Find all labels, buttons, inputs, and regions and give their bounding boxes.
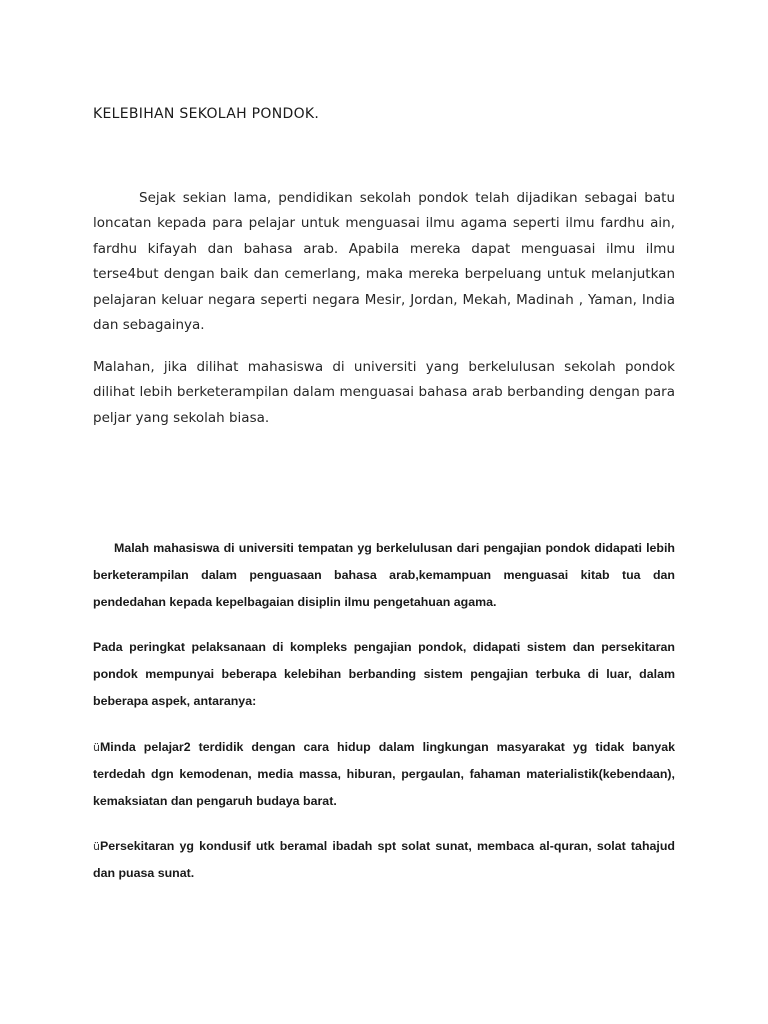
bold-paragraph-pelaksanaan: Pada peringkat pelaksanaan di kompleks pengajian pondok, didapati sistem dan persekitaran pondok mempunyai beberapa kelebihan berbanding sistem pengajian terbuka di luar, dalam beberapa aspek, antaranya: <box>93 640 675 708</box>
bullet-text-persekitaran: Persekitaran yg kondusif utk beramal ibadah spt solat sunat, membaca al-quran, solat tahajud dan puasa sunat. <box>93 839 675 880</box>
bullet-text-minda: Minda pelajar2 terdidik dengan cara hidup dalam lingkungan masyarakat yg tidak banyak terdedah dgn kemodenan, media massa, hiburan, pergaulan, fahaman materialistik(kebendaan), kemaksiatan dan pengaruh budaya barat. <box>93 740 675 808</box>
second-paragraph: Malahan, jika dilihat mahasiswa di universiti yang berkelulusan sekolah pondok dilihat lebih berketerampilan dalam menguasai bahasa arab berbanding dengan para peljar yang sekolah biasa. <box>93 359 675 426</box>
intro-paragraph: Sejak sekian lama, pendidikan sekolah pondok telah dijadikan sebagai batu loncatan kepada para pelajar untuk menguasai ilmu agama seperti ilmu fardhu ain, fardhu kifayah dan bahasa arab. Apabila mereka dapat menguasai ilmu ilmu terse4but dengan baik dan cemerlang, maka mereka berpeluang untuk melanjutkan pelajaran keluar negara seperti negara Mesir, Jordan, Mekah, Madinah , Yaman, India dan sebagainya. <box>93 190 675 334</box>
bullet-checkmark-icon: ü <box>93 840 100 853</box>
bullet-item-minda <box>93 734 675 815</box>
bullet-checkmark-icon: ü <box>93 741 100 754</box>
bold-paragraph-mahasiswa: Malah mahasiswa di universiti tempatan yg berkelulusan dari pengajian pondok didapati lebih berketerampilan dalam penguasaan bahasa arab,kemampuan menguasai kitab tua dan pendedahan kepada kepelbagaian disiplin ilmu pengetahuan agama. <box>93 541 675 609</box>
bullet-item-persekitaran <box>93 833 675 887</box>
document-title: KELEBIHAN SEKOLAH PONDOK. <box>93 106 320 122</box>
